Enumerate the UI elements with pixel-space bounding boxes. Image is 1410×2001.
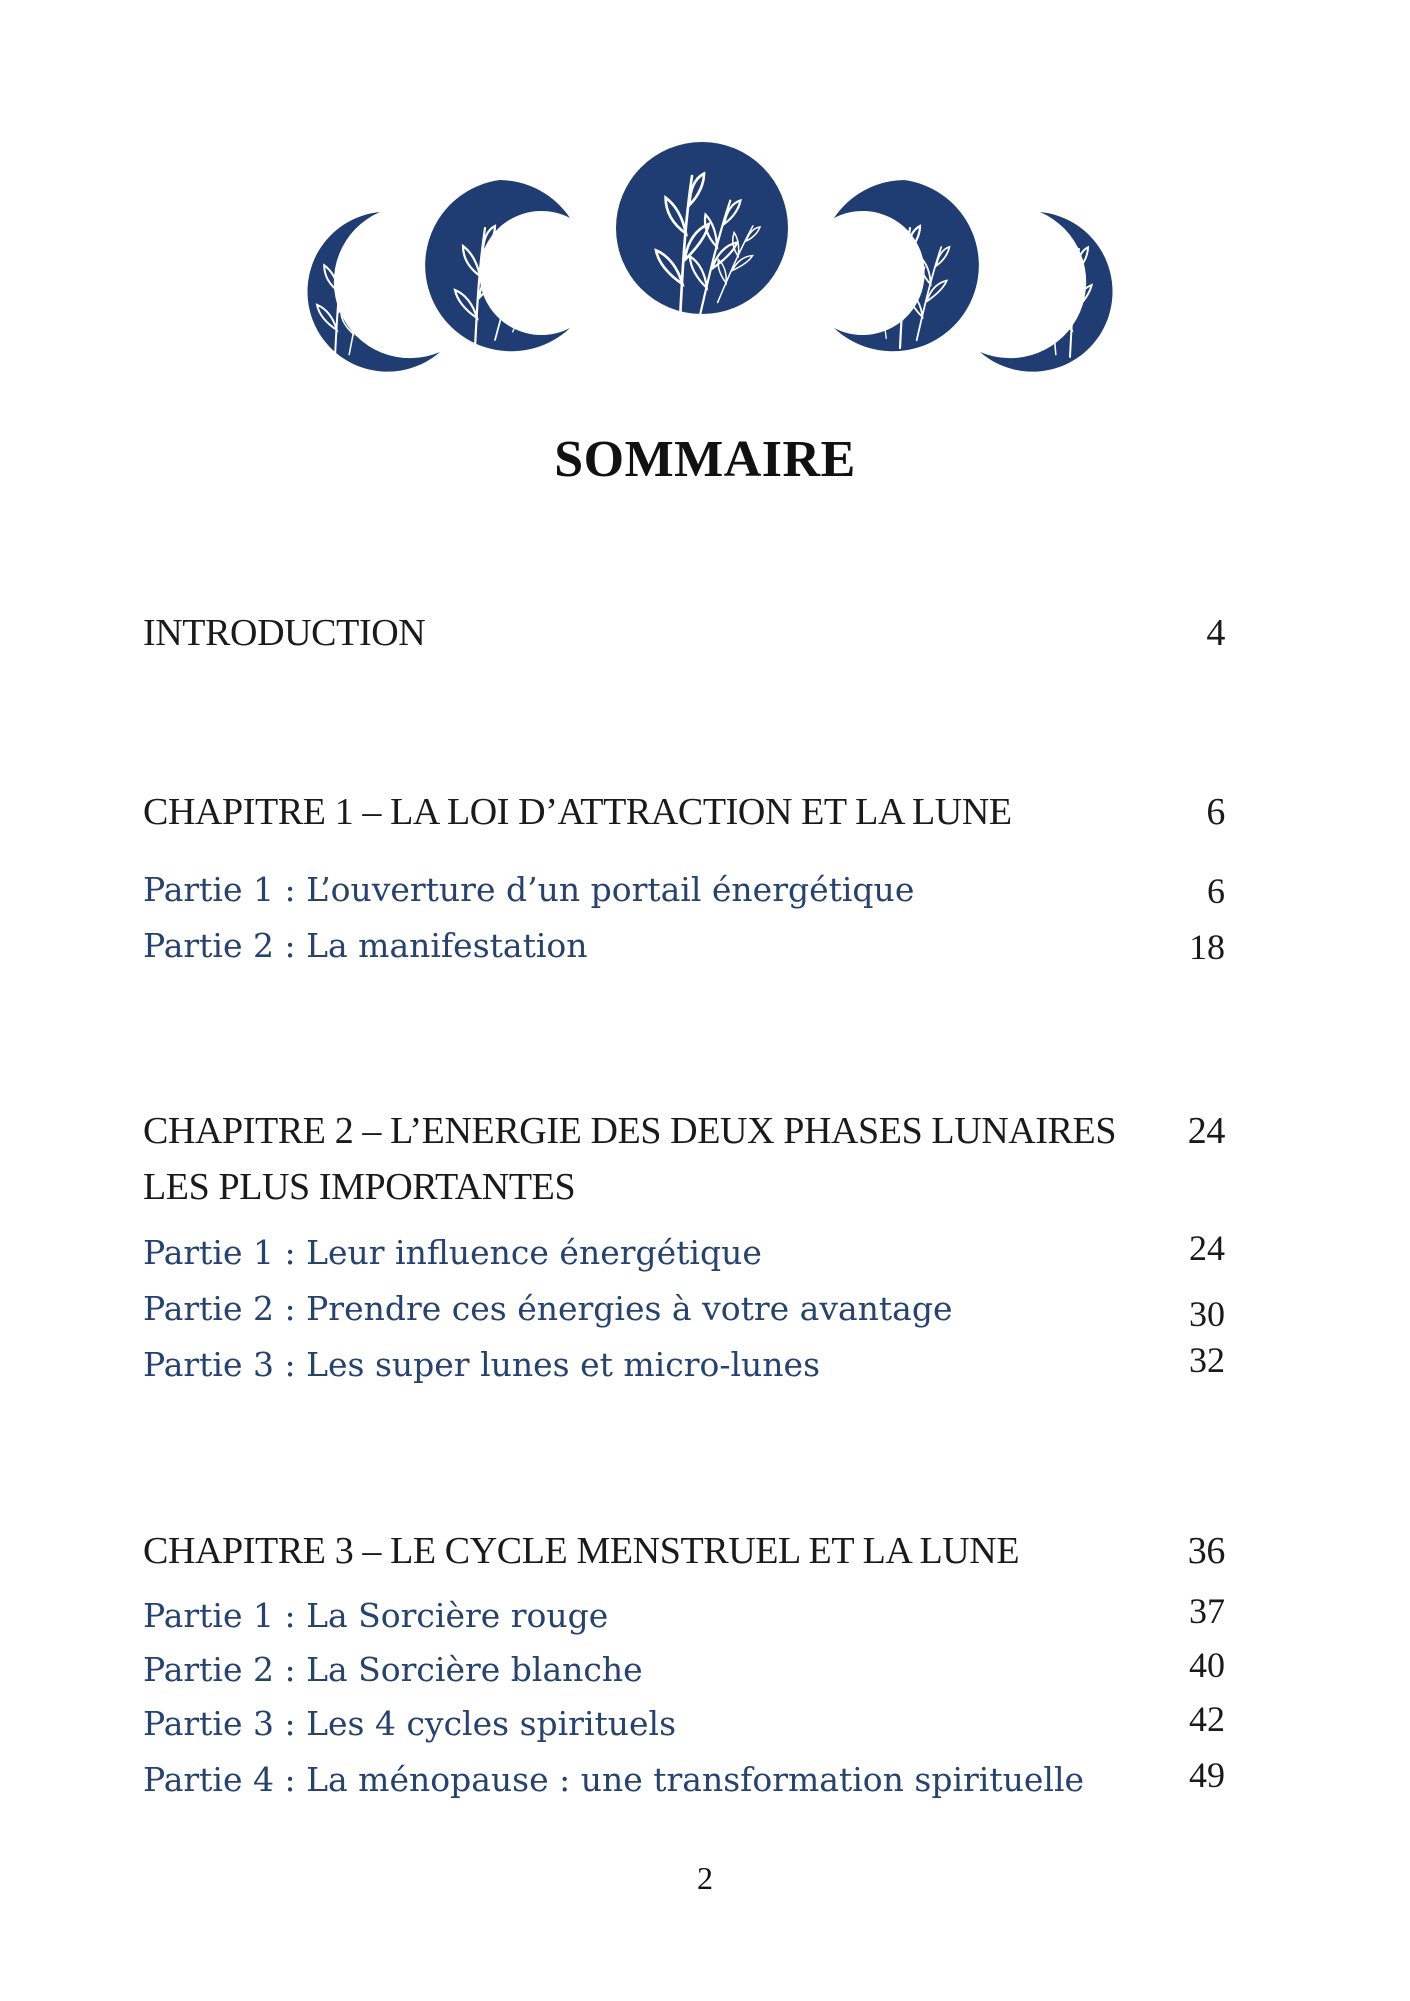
toc-part-page: 32 [1189, 1340, 1225, 1380]
toc-chapter-label: LES PLUS IMPORTANTES [143, 1166, 576, 1208]
toc-part-label: Partie 2 : La manifestation [143, 926, 588, 965]
toc-part-label: Partie 2 : Prendre ces énergies à votre avantage [143, 1289, 953, 1328]
moon-full-icon [616, 142, 788, 321]
toc-part-page: 42 [1189, 1699, 1225, 1739]
toc-part-label: Partie 3 : Les 4 cycles spirituels [143, 1704, 677, 1743]
toc-part-label: Partie 4 : La ménopause : une transformation spirituelle [143, 1760, 1085, 1799]
toc-part-page: 40 [1189, 1645, 1225, 1685]
toc-part-label: Partie 1 : La Sorcière rouge [143, 1596, 609, 1635]
toc-entry-page: 4 [1206, 612, 1225, 654]
toc-entry-label: INTRODUCTION [143, 612, 426, 654]
toc-part-label: Partie 1 : L’ouverture d’un portail énergétique [143, 870, 915, 909]
page-number: 2 [697, 1860, 713, 1896]
page-title: SOMMAIRE [554, 431, 856, 488]
toc-part-label: Partie 2 : La Sorcière blanche [143, 1650, 643, 1689]
toc-part-page: 30 [1189, 1294, 1225, 1334]
moon-phases-illustration [300, 138, 1120, 388]
toc-chapter-page: 24 [1187, 1110, 1225, 1152]
toc-part-page: 49 [1189, 1755, 1225, 1795]
moon-crescent-right-icon [980, 212, 1113, 372]
moon-gibbous-right-icon [834, 180, 979, 351]
toc-part-label: Partie 3 : Les super lunes et micro-lunes [143, 1345, 821, 1384]
toc-part-page: 37 [1189, 1591, 1225, 1631]
toc-chapter-page: 36 [1187, 1530, 1225, 1572]
toc-chapter-label: CHAPITRE 3 – LE CYCLE MENSTRUEL ET LA LUNE [143, 1530, 1020, 1572]
moon-gibbous-left-icon [425, 180, 570, 351]
toc-chapter-page: 6 [1206, 791, 1225, 833]
moon-crescent-left-icon [307, 212, 440, 372]
toc-part-label: Partie 1 : Leur influence énergétique [143, 1233, 762, 1272]
toc-chapter-label: CHAPITRE 1 – LA LOI D’ATTRACTION ET LA LUNE [143, 791, 1012, 833]
toc-part-page: 24 [1189, 1228, 1225, 1268]
toc-part-page: 18 [1189, 927, 1225, 967]
toc-part-page: 6 [1207, 871, 1225, 911]
toc-chapter-label: CHAPITRE 2 – L’ENERGIE DES DEUX PHASES LUNAIRES [143, 1110, 1117, 1152]
